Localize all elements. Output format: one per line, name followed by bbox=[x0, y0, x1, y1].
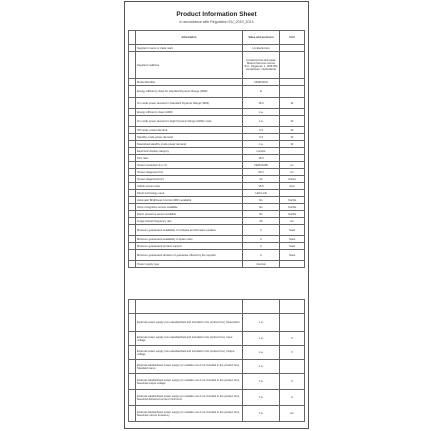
header-cell-value: Value and precision bbox=[243, 31, 280, 45]
row-number-cell bbox=[129, 98, 136, 109]
row-value-cell: 24MK400H bbox=[243, 79, 280, 86]
row-value-cell: 16:9 bbox=[243, 155, 280, 162]
row-value-cell: 0 bbox=[243, 236, 280, 243]
row-label-cell: Networked standby mode power demand bbox=[136, 141, 243, 148]
main-table-body bbox=[129, 45, 305, 268]
row-number-cell bbox=[129, 52, 136, 79]
row-value-cell: 18.2 bbox=[243, 98, 280, 109]
row-number-cell bbox=[129, 141, 136, 148]
row-label-cell: External standardised power supply (or suitable one if not included in the product box), Standard name bbox=[136, 360, 243, 374]
row-value-cell: 0 bbox=[243, 225, 280, 236]
row-unit-cell: V bbox=[280, 374, 305, 390]
row-value-cell: n.a. bbox=[243, 360, 280, 374]
row-value-cell: n.a. bbox=[243, 374, 280, 390]
row-number-cell bbox=[129, 116, 136, 127]
row-number-cell bbox=[129, 127, 136, 134]
row-value-cell: LED LCD bbox=[243, 190, 280, 197]
row-label-cell: Standby mode power demand bbox=[136, 134, 243, 141]
row-label-cell: Size ratio bbox=[136, 155, 243, 162]
row-unit-cell: W bbox=[280, 116, 305, 127]
spacer-row bbox=[129, 300, 305, 314]
row-unit-cell: A bbox=[280, 390, 305, 406]
row-value-cell: n.a. bbox=[243, 406, 280, 422]
row-label-cell: Screen resolution (H x V) bbox=[136, 162, 243, 169]
row-number-cell bbox=[129, 176, 136, 183]
row-value-cell: 0 bbox=[243, 243, 280, 250]
row-number-cell bbox=[129, 236, 136, 243]
row-unit-cell: dm2 bbox=[280, 183, 305, 190]
row-label-cell: Room presence sensor available bbox=[136, 211, 243, 218]
row-number-cell bbox=[129, 360, 136, 374]
row-unit-cell bbox=[280, 52, 305, 79]
table-row bbox=[129, 332, 305, 346]
row-label-cell: Image refresh frequency rate bbox=[136, 218, 243, 225]
table-row bbox=[129, 176, 305, 183]
table-row bbox=[129, 406, 305, 422]
row-unit-cell bbox=[280, 155, 305, 162]
table-row bbox=[129, 98, 305, 109]
table-header-row bbox=[129, 31, 305, 45]
table-row bbox=[129, 236, 305, 243]
row-unit-cell bbox=[280, 360, 305, 374]
table-row bbox=[129, 346, 305, 360]
row-number-cell bbox=[129, 225, 136, 236]
row-label-cell: Off mode, power demand bbox=[136, 127, 243, 134]
row-value-cell: internal bbox=[243, 261, 280, 268]
row-label-cell: External power supply (non-standardised and included in the product box), Output voltage bbox=[136, 346, 243, 360]
row-label-cell: Supplier's address bbox=[136, 52, 243, 79]
row-unit-cell bbox=[280, 86, 305, 98]
row-number-cell bbox=[129, 155, 136, 162]
row-number-cell bbox=[129, 134, 136, 141]
row-number-cell bbox=[129, 183, 136, 190]
row-value-cell: n.a. bbox=[243, 141, 280, 148]
row-unit-cell: W bbox=[280, 134, 305, 141]
power-supply-table bbox=[128, 299, 305, 422]
table-row bbox=[129, 86, 305, 98]
row-value-cell: LG Electronics bbox=[243, 45, 280, 52]
row-label-cell: External power supply (non-standardised and included in the product box), Input voltage bbox=[136, 332, 243, 346]
row-label-cell: Minimum guaranteed duration of guarantee offered by the supplier bbox=[136, 250, 243, 261]
row-label-cell: External standardised power supply (or suitable one if not included in the product box), Required current frequency bbox=[136, 406, 243, 422]
row-label-cell: Energy efficiency class for standard Dynamic Range (SDR) bbox=[136, 86, 243, 98]
row-unit-cell: px bbox=[280, 162, 305, 169]
table-row bbox=[129, 127, 305, 134]
row-number-cell bbox=[129, 45, 136, 52]
row-unit-cell bbox=[280, 261, 305, 268]
row-label-cell: Power supply type bbox=[136, 261, 243, 268]
row-unit-cell: Yes/No bbox=[280, 211, 305, 218]
main-info-table bbox=[128, 30, 305, 268]
row-label-cell: Electronic display category bbox=[136, 148, 243, 155]
table-row bbox=[129, 250, 305, 261]
row-number-cell bbox=[129, 332, 136, 346]
table-row bbox=[129, 183, 305, 190]
table-row bbox=[129, 374, 305, 390]
row-value-cell: No bbox=[243, 211, 280, 218]
table-row bbox=[129, 218, 305, 225]
row-unit-cell: Years bbox=[280, 250, 305, 261]
row-number-cell bbox=[129, 406, 136, 422]
row-label-cell: Voice recognition sensor available bbox=[136, 204, 243, 211]
row-value-cell: 1920X1080 bbox=[243, 162, 280, 169]
table-row bbox=[129, 116, 305, 127]
row-number-cell bbox=[129, 204, 136, 211]
row-value-cell: 24 bbox=[243, 176, 280, 183]
row-value-cell: No bbox=[243, 204, 280, 211]
row-value-cell: 60 bbox=[243, 218, 280, 225]
table-row bbox=[129, 197, 305, 204]
table-row bbox=[129, 79, 305, 86]
row-unit-cell: W bbox=[280, 141, 305, 148]
row-label-cell: On mode power demand in Standard Dynamic Range (SDR) bbox=[136, 98, 243, 109]
row-unit-cell: V bbox=[280, 332, 305, 346]
row-value-cell: 0.3 bbox=[243, 127, 280, 134]
row-value-cell: n.a. bbox=[243, 314, 280, 332]
row-unit-cell: Yes/No bbox=[280, 197, 305, 204]
row-unit-cell bbox=[280, 148, 305, 155]
row-label-cell: On mode power demand in High Dynamic Range (HDR) mode bbox=[136, 116, 243, 127]
row-unit-cell: cm bbox=[280, 169, 305, 176]
row-label-cell: Minimum guaranteed availability of software and firmware updates bbox=[136, 225, 243, 236]
row-value-cell: No bbox=[243, 197, 280, 204]
row-label-cell: Energy efficiency class (HDR) bbox=[136, 109, 243, 116]
table-row bbox=[129, 225, 305, 236]
row-unit-cell bbox=[280, 45, 305, 52]
header-cell-unit: Unit bbox=[280, 31, 305, 45]
table-row bbox=[129, 261, 305, 268]
table-row bbox=[129, 390, 305, 406]
row-number-cell bbox=[129, 79, 136, 86]
sheet-subtitle: in accordance with Regulation EU_2019_2013 bbox=[179, 20, 254, 24]
row-label-cell: Visible screen area bbox=[136, 183, 243, 190]
table-row bbox=[129, 45, 305, 52]
table-row bbox=[129, 204, 305, 211]
header-cell-information: Information bbox=[136, 31, 243, 45]
row-value-cell: 0.3 bbox=[243, 134, 280, 141]
row-number-cell bbox=[129, 169, 136, 176]
row-label-cell: Panel technology used bbox=[136, 190, 243, 197]
row-value-cell: E bbox=[243, 86, 280, 98]
row-number-cell bbox=[129, 211, 136, 218]
row-label-cell: Supplier's name or trade mark bbox=[136, 45, 243, 52]
row-label-cell: Model identifier bbox=[136, 79, 243, 86]
row-value-cell: n.a. bbox=[243, 346, 280, 360]
sheet-title: Product Information Sheet bbox=[176, 11, 257, 18]
row-number-cell bbox=[129, 109, 136, 116]
row-unit-cell: W bbox=[280, 98, 305, 109]
row-number-cell bbox=[129, 197, 136, 204]
row-value-cell: n.a. bbox=[243, 332, 280, 346]
table-row bbox=[129, 169, 305, 176]
table-row bbox=[129, 141, 305, 148]
row-label-cell: Minimum guaranteed product support bbox=[136, 243, 243, 250]
table-row bbox=[129, 155, 305, 162]
table-row bbox=[129, 211, 305, 218]
row-value-cell: monitor bbox=[243, 148, 280, 155]
row-number-cell bbox=[129, 390, 136, 406]
row-number-cell bbox=[129, 250, 136, 261]
row-label-cell: External power supply (non-standardised and included in the product box), Description bbox=[136, 314, 243, 332]
row-number-cell bbox=[129, 148, 136, 155]
row-unit-cell bbox=[280, 190, 305, 197]
row-unit-cell: inches bbox=[280, 176, 305, 183]
row-label-cell: Minimum guaranteed availability of spare parts bbox=[136, 236, 243, 243]
row-unit-cell: Hz bbox=[280, 218, 305, 225]
row-number-cell bbox=[129, 314, 136, 332]
row-unit-cell: Hz bbox=[280, 406, 305, 422]
row-unit-cell: Years bbox=[280, 236, 305, 243]
row-unit-cell: Years bbox=[280, 225, 305, 236]
row-label-cell: Automatic Brightness Control (ABC) available bbox=[136, 197, 243, 204]
row-label-cell: Screen diagonal (inch) bbox=[136, 176, 243, 183]
row-value-cell: 0 bbox=[243, 250, 280, 261]
row-number-cell bbox=[129, 346, 136, 360]
row-unit-cell: W bbox=[280, 127, 305, 134]
row-value-cell: LG Electronics European Shared Services Center B.V., Krijgsman 1, 1186 DM Amstelveen, Netherlands bbox=[243, 52, 280, 79]
table-row bbox=[129, 134, 305, 141]
table-row bbox=[129, 360, 305, 374]
row-number-cell bbox=[129, 86, 136, 98]
row-unit-cell bbox=[280, 314, 305, 332]
table-row bbox=[129, 314, 305, 332]
row-number-cell bbox=[129, 190, 136, 197]
power-supply-table-body bbox=[129, 314, 305, 422]
row-value-cell: n.a. bbox=[243, 390, 280, 406]
row-label-cell: External standardised power supply (or suitable one if not included in the product box), Required delivered current (minimum) bbox=[136, 390, 243, 406]
product-information-sheet bbox=[124, 1, 309, 429]
row-value-cell: 60.4 bbox=[243, 169, 280, 176]
row-number-cell bbox=[129, 374, 136, 390]
row-unit-cell bbox=[280, 79, 305, 86]
row-unit-cell bbox=[280, 109, 305, 116]
row-value-cell: n.a. bbox=[243, 116, 280, 127]
table-row bbox=[129, 52, 305, 79]
row-number-cell bbox=[129, 218, 136, 225]
header-cell-number bbox=[129, 31, 136, 45]
row-value-cell: n.a. bbox=[243, 109, 280, 116]
row-number-cell bbox=[129, 261, 136, 268]
row-label-cell: Screen diagonal (Cm) bbox=[136, 169, 243, 176]
row-unit-cell: Years bbox=[280, 243, 305, 250]
table-row bbox=[129, 243, 305, 250]
table-row bbox=[129, 109, 305, 116]
row-number-cell bbox=[129, 243, 136, 250]
row-number-cell bbox=[129, 162, 136, 169]
row-value-cell: 15.5 bbox=[243, 183, 280, 190]
table-row bbox=[129, 148, 305, 155]
row-unit-cell: V bbox=[280, 346, 305, 360]
row-unit-cell: Yes/No bbox=[280, 204, 305, 211]
table-row bbox=[129, 162, 305, 169]
table-row bbox=[129, 190, 305, 197]
row-label-cell: External standardised power supply (or suitable one if not included in the product box), Required output voltage bbox=[136, 374, 243, 390]
